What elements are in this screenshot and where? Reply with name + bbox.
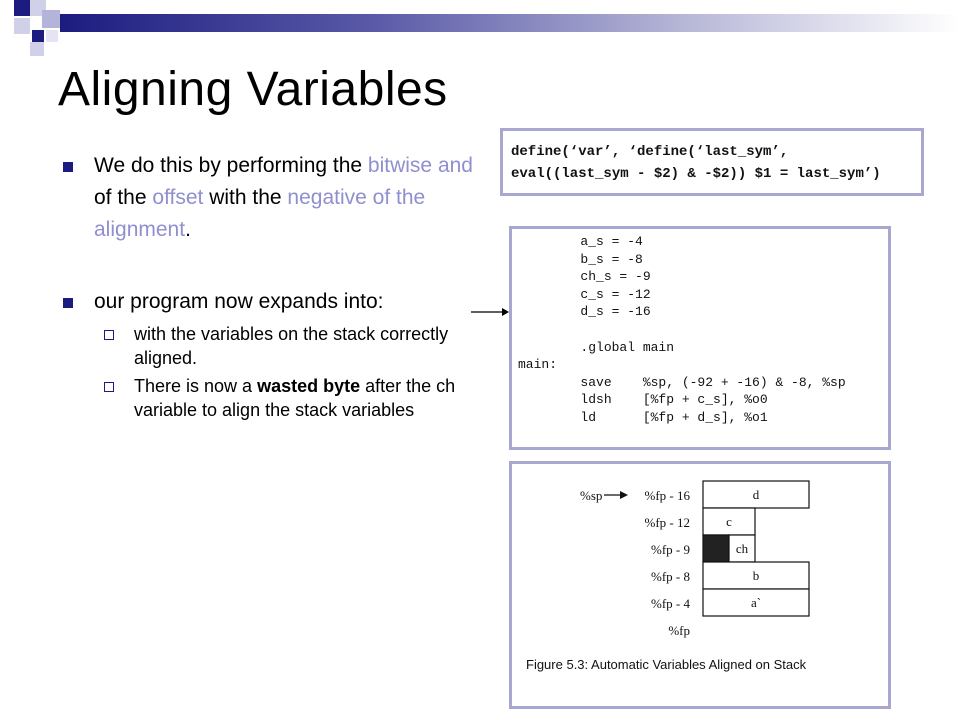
figure-caption: Figure 5.3: Automatic Variables Aligned on Stack (526, 657, 807, 672)
sp-label: %sp (580, 488, 603, 503)
highlight-bitwise-and: bitwise and (367, 154, 473, 177)
deco-square-pale (46, 30, 58, 42)
assembly-code (518, 233, 846, 427)
cell-d (703, 481, 809, 508)
offset-label: %fp - 4 (651, 596, 690, 611)
sp-arrow-icon (604, 491, 628, 499)
sub-bullet-text: with the variables on the stack correctly aligned. (134, 324, 449, 368)
cell-wasted-byte (703, 535, 729, 562)
square-bullet-icon (63, 162, 73, 172)
code-line: .global main (518, 339, 675, 355)
code-line: ldsh [%fp + c_s], %o0 (518, 392, 768, 408)
highlight-offset: offset (152, 186, 204, 209)
bullet-text: our program now expands into: (94, 290, 384, 313)
wasted-byte-emphasis: wasted byte (257, 376, 361, 396)
code-line: define(‘var’, ‘define(‘last_sym’, (511, 144, 789, 160)
stack-figure-box (509, 461, 891, 709)
bullet-list (60, 150, 480, 426)
svg-text:d: d (752, 487, 760, 502)
svg-text:b: b (752, 568, 760, 583)
deco-square-light-left (14, 18, 30, 34)
cell-a (703, 589, 809, 616)
stack-diagram (512, 464, 888, 706)
deco-square-navy-top (14, 0, 30, 16)
code-line: main: (518, 357, 558, 373)
hollow-square-bullet-icon (104, 382, 114, 392)
square-bullet-icon (63, 298, 73, 308)
offset-label: %fp - 8 (651, 569, 690, 584)
arrow-icon (470, 306, 510, 318)
cell-c (703, 508, 755, 535)
bullet-alignment-method (60, 150, 480, 246)
code-line: c_s = -12 (518, 286, 651, 302)
offset-label: %fp - 12 (644, 515, 690, 530)
sub-bullet-list (104, 322, 480, 422)
sub-bullet-wasted-byte (104, 374, 480, 422)
slide-title: Aligning Variables (58, 63, 448, 116)
cell-b (703, 562, 809, 589)
code-line: eval((last_sym - $2) & -$2)) $1 = last_sym’) (511, 166, 881, 182)
macro-code (511, 141, 881, 185)
assembly-code-box (509, 226, 891, 450)
deco-square-mid (42, 10, 60, 28)
highlight-negative-alignment: negative of the alignment (94, 186, 426, 241)
bullet-text: We do this by performing the bitwise and of the offset with the negative of the alignment. (94, 154, 473, 241)
macro-code-box (500, 128, 924, 196)
code-line: b_s = -8 (518, 251, 643, 267)
sub-bullet-aligned (104, 322, 480, 370)
offset-label: %fp - 16 (644, 488, 690, 503)
svg-text:c: c (726, 514, 732, 529)
hollow-square-bullet-icon (104, 330, 114, 340)
offset-label: %fp (668, 623, 690, 638)
deco-square-navy-mid (32, 30, 44, 42)
code-line: a_s = -4 (518, 234, 643, 249)
sub-bullet-text: There is now a wasted byte after the ch variable to align the stack variables (134, 376, 456, 420)
code-line: ld [%fp + d_s], %o1 (518, 409, 768, 425)
header-gradient-bar (60, 14, 960, 32)
code-line: d_s = -16 (518, 304, 651, 320)
svg-text:a`: a` (750, 595, 762, 610)
code-line: save %sp, (-92 + -16) & -8, %sp (518, 374, 846, 390)
offset-label: %fp - 9 (651, 542, 690, 557)
svg-text:ch: ch (735, 541, 749, 556)
code-line: ch_s = -9 (518, 269, 651, 285)
cell-ch (729, 535, 755, 562)
code-line (518, 321, 846, 339)
deco-square-light-bottom (30, 42, 44, 56)
bullet-program-expands (60, 286, 480, 318)
